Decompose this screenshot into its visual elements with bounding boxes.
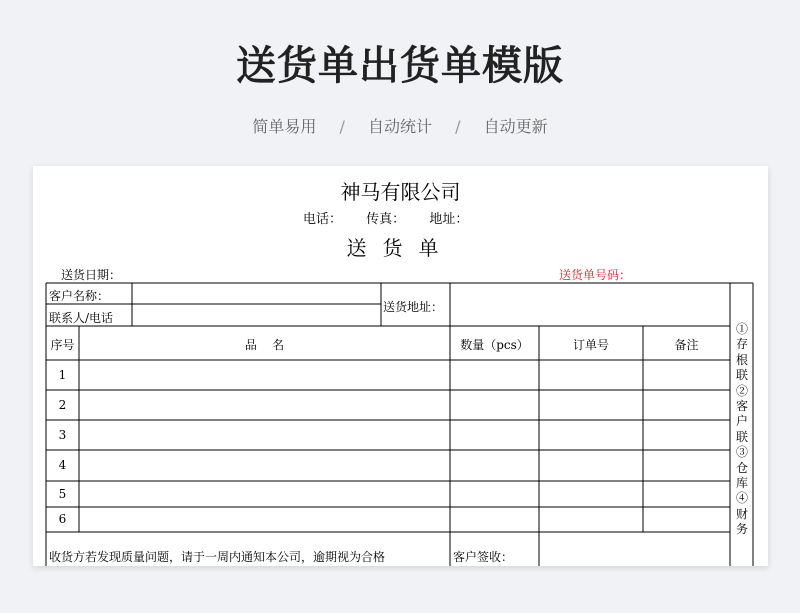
column-header-product-label: 品 名 — [244, 338, 285, 352]
form-grid — [33, 166, 768, 566]
address-label: 地址： — [429, 212, 469, 227]
feature-separator: / — [339, 117, 345, 136]
copy-distribution-note: ①存根联②客户联③仓库④财务 — [735, 322, 748, 537]
feature-auto-stats: 自动统计 — [367, 117, 432, 136]
row-number: 3 — [58, 428, 67, 442]
fax-label: 传真： — [366, 212, 406, 227]
phone-label: 电话： — [303, 212, 343, 227]
quality-notice: 收货方若发现质量问题，请于一周内通知本公司，逾期视为合格 — [49, 550, 386, 564]
row-number: 4 — [58, 458, 67, 472]
column-header-seq: 序号 — [50, 338, 75, 352]
column-header-quantity: 数量（pcs） — [460, 338, 529, 352]
column-header-product — [79, 336, 450, 353]
row-number: 5 — [58, 487, 67, 501]
feature-easy: 简单易用 — [252, 117, 317, 136]
delivery-date-label: 送货日期： — [61, 268, 122, 282]
delivery-note-sheet — [33, 166, 768, 566]
column-header-order-no: 订单号 — [572, 338, 609, 352]
page-banner-title: 送货单出货单模版 — [236, 43, 564, 89]
feature-separator: / — [455, 117, 461, 136]
customer-signature-label: 客户签收： — [453, 550, 514, 564]
row-number: 1 — [58, 368, 67, 382]
row-number: 2 — [58, 398, 67, 412]
customer-name-label: 客户名称： — [49, 289, 110, 303]
feature-tagline — [0, 114, 800, 137]
feature-auto-update: 自动更新 — [483, 117, 548, 136]
row-number: 6 — [58, 512, 67, 526]
document-title: 送货单 — [346, 236, 455, 260]
company-name: 神马有限公司 — [340, 180, 461, 204]
column-header-remark: 备注 — [674, 338, 699, 352]
contact-phone-label: 联系人/电话 — [49, 311, 114, 325]
delivery-number-label: 送货单号码： — [559, 268, 632, 282]
delivery-address-label: 送货地址： — [383, 300, 444, 314]
